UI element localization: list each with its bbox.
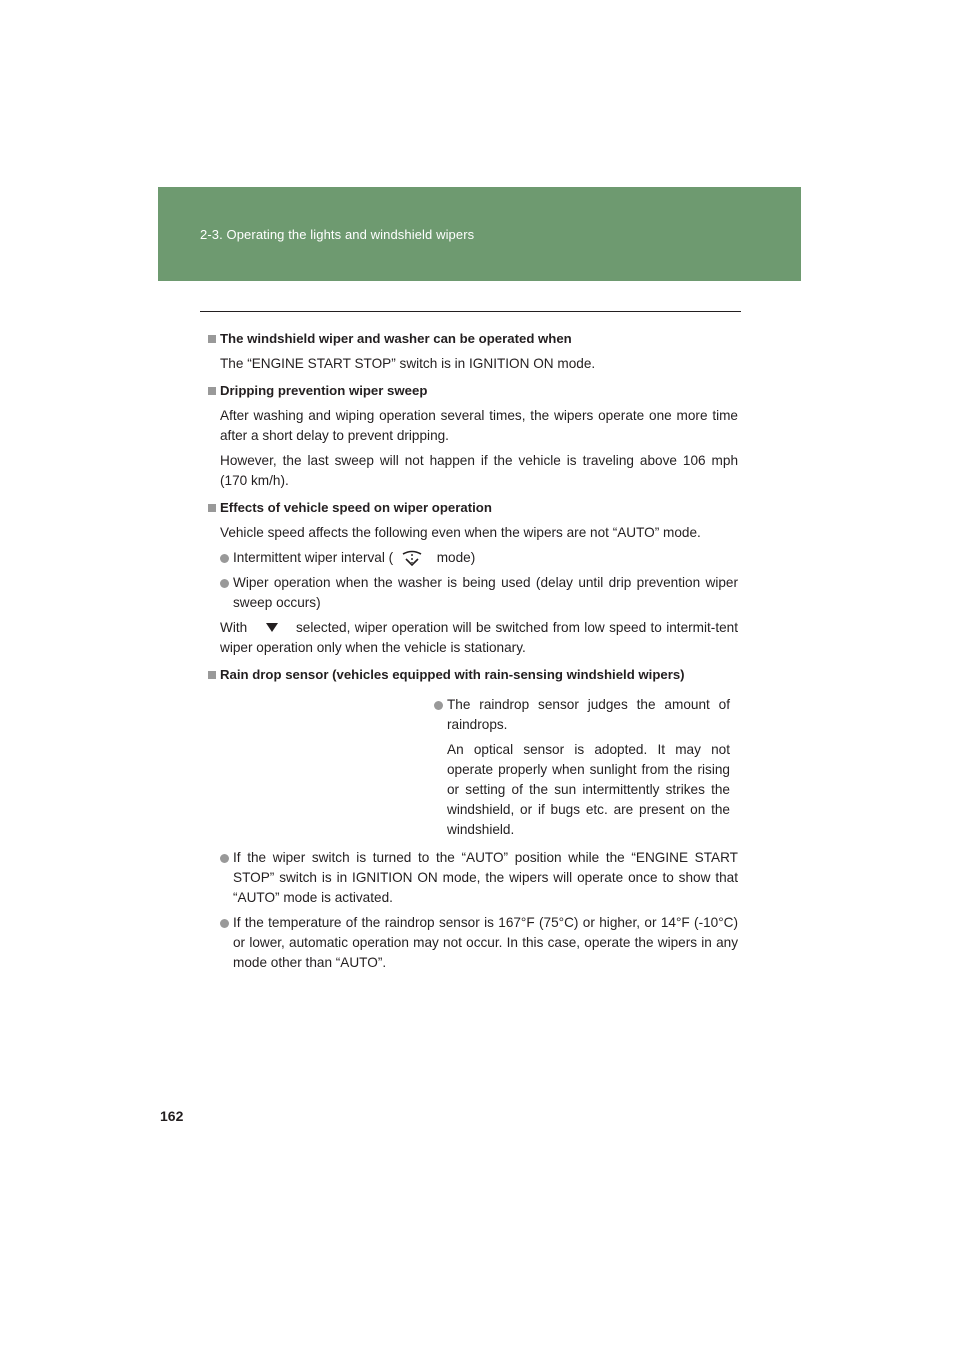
intermittent-wiper-icon	[401, 550, 423, 566]
list-item: The raindrop sensor judges the amount of raindrops.	[434, 695, 730, 735]
down-triangle-icon	[266, 623, 278, 633]
sensor-description	[434, 695, 730, 840]
list-item: Wiper operation when the washer is being used (delay until drip prevention wiper sweep occurs)	[220, 573, 738, 613]
heading-text: Rain drop sensor (vehicles equipped with rain-sensing windshield wipers)	[220, 667, 685, 682]
section-heading-speed	[208, 498, 738, 518]
page-content	[208, 329, 738, 978]
sensor-note: An optical sensor is adopted. It may not operate properly when sunlight from the rising or setting of the sun intermittently strikes the windshield, or if bugs etc. are present on the windshield.	[447, 742, 730, 837]
list-item: If the temperature of the raindrop sensor is 167°F (75°C) or higher, or 14°F (-10°C) or lower, automatic operation may not occur. In this case, operate the wipers in any mode other than “AUTO”.	[220, 913, 738, 973]
section-heading-rain-sensor	[208, 665, 738, 685]
operable-text: The “ENGINE START STOP” switch is in IGNITION ON mode.	[220, 356, 596, 371]
square-bullet-icon	[208, 335, 216, 343]
divider-rule	[200, 311, 741, 312]
square-bullet-icon	[208, 387, 216, 395]
page-number: 162	[160, 1108, 184, 1124]
section-title: 2-3. Operating the lights and windshield wipers	[200, 227, 475, 242]
speed-text: Vehicle speed affects the following even when the wipers are not “AUTO” mode.	[220, 525, 701, 540]
with-selected-text: With selected, wiper operation will be switched from low speed to intermit-tent wiper operation only when the vehicle is stationary.	[220, 620, 738, 655]
list-item: Intermittent wiper interval ( mode)	[220, 548, 738, 568]
section-heading-dripping	[208, 381, 738, 401]
heading-text: The windshield wiper and washer can be operated when	[220, 331, 572, 346]
heading-text: Effects of vehicle speed on wiper operation	[220, 500, 492, 515]
square-bullet-icon	[208, 671, 216, 679]
circle-bullet-icon	[220, 579, 229, 588]
dripping-text-2: However, the last sweep will not happen if the vehicle is traveling above 106 mph (170 km/h).	[220, 453, 738, 488]
square-bullet-icon	[208, 504, 216, 512]
dripping-text-1: After washing and wiping operation several times, the wipers operate one more time after a short delay to prevent dripping.	[220, 408, 738, 443]
section-header-band	[158, 187, 801, 281]
circle-bullet-icon	[434, 701, 443, 710]
section-heading-operable	[208, 329, 738, 349]
list-item: If the wiper switch is turned to the “AUTO” position while the “ENGINE START STOP” switch is in IGNITION ON mode, the wipers will operate once to show that “AUTO” mode is activated.	[220, 848, 738, 908]
heading-text: Dripping prevention wiper sweep	[220, 383, 428, 398]
circle-bullet-icon	[220, 919, 229, 928]
circle-bullet-icon	[220, 854, 229, 863]
circle-bullet-icon	[220, 554, 229, 563]
